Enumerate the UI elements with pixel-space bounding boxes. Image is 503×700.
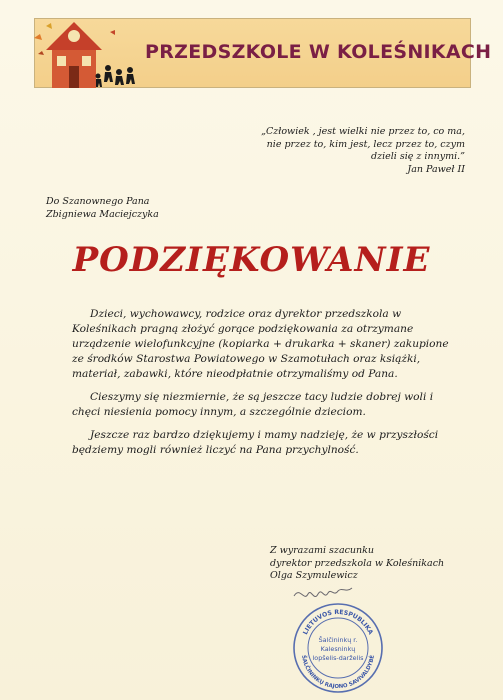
- addressee-line-1: Do Szanownego Pana: [46, 196, 150, 207]
- body-paragraph-1: Dzieci, wychowawcy, rodzice oraz dyrektor przedszkola w Koleśnikach pragną złożyć gorące podziękowania za otrzymane urządzenie wielofunkcyjne (kopiarka + drukarka + skaner) zakupione ze środków Starostwa Powiatowego w Szamotułach oraz książki, materiał, zabawki, które nieodpłatnie otrzymaliśmy od Pana.: [72, 308, 449, 380]
- closing-line-2: dyrektor przedszkola w Koleśnikach: [270, 557, 445, 569]
- closing-line-3: Olga Szymulewicz: [270, 570, 358, 581]
- closing-block: [270, 545, 444, 583]
- body-paragraph-2: Cieszymy się niezmiernie, że są jeszcze tacy ludzie dobrej woli i chęci niesienia pomocy innym, a szczególnie dzieciom.: [72, 391, 434, 418]
- addressee-line-2: Zbigniewa Maciejczyka: [46, 209, 159, 220]
- addressee: [46, 195, 159, 221]
- school-name: PRZEDSZKOLE W KOLEŚNIKACH: [145, 41, 492, 63]
- kindergarten-house-logo: [24, 10, 144, 100]
- quote-line: „Człowiek , jest wielki nie przez to, co ma,: [261, 126, 465, 137]
- official-stamp: [290, 600, 386, 696]
- letter-body: [72, 307, 450, 466]
- stamp-center-1: Šalčininkų r.: [318, 636, 358, 644]
- quote-block: [235, 126, 465, 176]
- quote-line: nie przez to, kim jest, lecz przez to, czym: [266, 138, 465, 150]
- quote-line: dzieli się z innymi.”: [371, 151, 465, 162]
- stamp-center-2: Kalesninkų: [320, 645, 356, 653]
- stamp-outer-top: LIETUVOS RESPUBLIKA: [302, 608, 374, 636]
- letter-heading: PODZIĘKOWANIE: [72, 240, 431, 280]
- stamp-center-3: lopšelis-darželis: [312, 654, 364, 662]
- quote-author: Jan Paweł II: [407, 163, 465, 175]
- body-paragraph-3: Jeszcze raz bardzo dziękujemy i mamy nadzieję, że w przyszłości będziemy mogli również liczyć na Pana przychylność.: [72, 429, 439, 456]
- closing-line-1: Z wyrazami szacunku: [270, 545, 375, 556]
- stamp-outer-bottom: ŠALČININKŲ RAJONO SAVIVALDYBĖ: [300, 654, 376, 691]
